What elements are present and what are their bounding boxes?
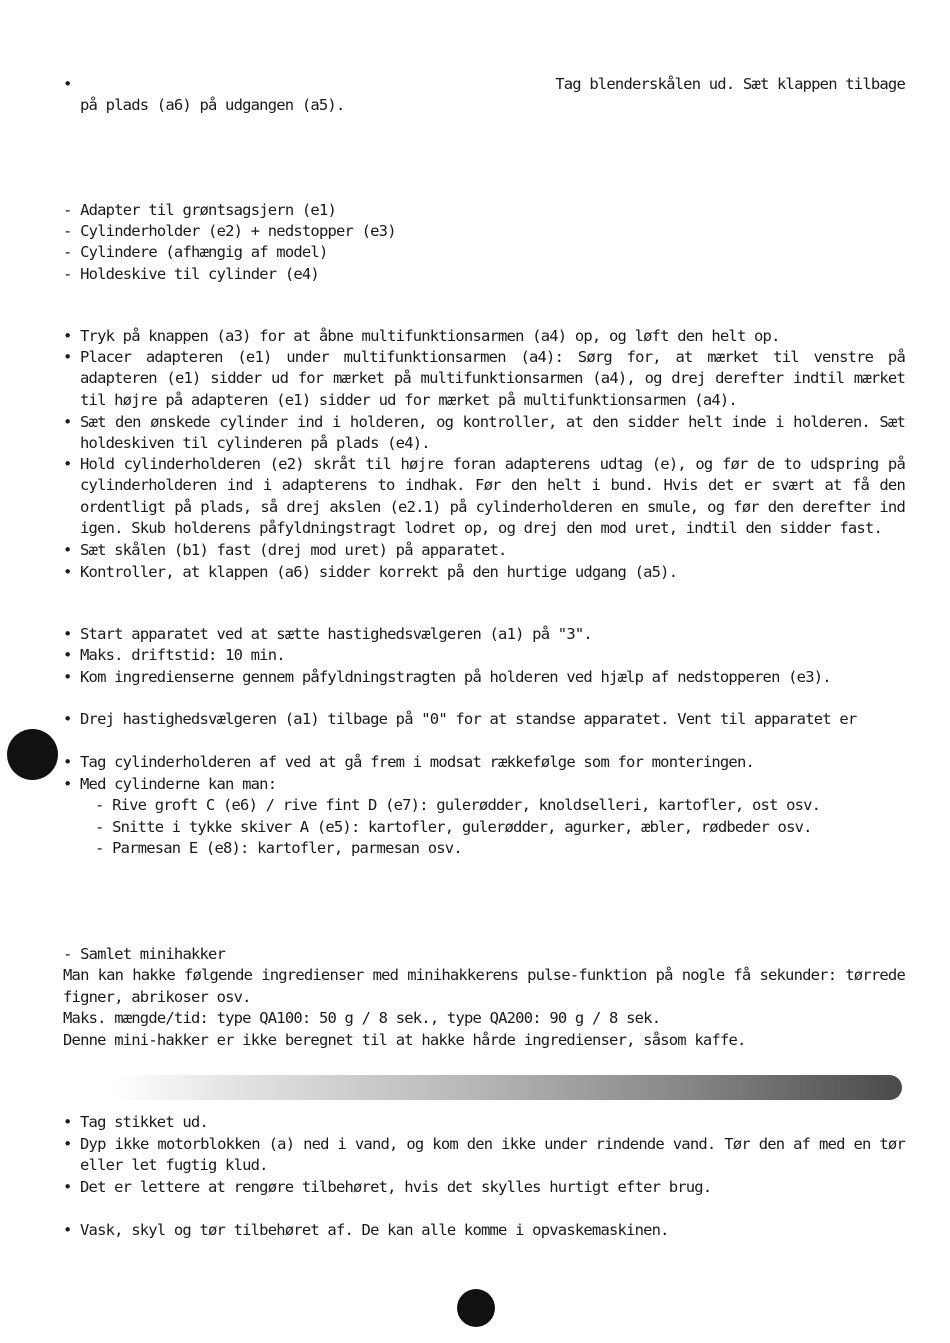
step-text: Dyp ikke motorblokken (a) ned i vand, og kom den ikke under rindende vand. Tør den af med en tør eller let fugtig klud. bbox=[80, 1135, 905, 1175]
cleaning-step bbox=[63, 1177, 905, 1198]
bullet-icon: • bbox=[63, 625, 72, 643]
list-item: - Rive groft C (e6) / rive fint D (e7): gulerødder, knoldselleri, kartofler, ost osv. bbox=[95, 796, 821, 814]
usage-step bbox=[63, 624, 905, 645]
step-text: Tag cylinderholderen af ved at gå frem i modsat rækkefølge som for monteringen. bbox=[80, 753, 755, 771]
assembly-step bbox=[63, 454, 905, 540]
bullet-icon: • bbox=[63, 646, 72, 664]
step-text: Det er lettere at rengøre tilbehøret, hvis det skylles hurtigt efter brug. bbox=[80, 1178, 712, 1196]
step-text: Drej hastighedsvælgeren (a1) tilbage på "0" for at standse apparatet. Vent til apparatet er bbox=[80, 710, 857, 728]
bullet-icon: • bbox=[63, 1135, 72, 1153]
step-text: Start apparatet ved at sætte hastighedsvælgeren (a1) på "3". bbox=[80, 625, 592, 643]
after-step bbox=[63, 774, 905, 795]
step-text: Kom ingredienserne gennem påfyldningstragten på holderen ved hjælp af nedstopperen (e3). bbox=[80, 668, 831, 686]
intro-line-1: Tag blenderskålen ud. Sæt klappen tilbage bbox=[555, 75, 905, 93]
minichopper-text: Man kan hakke følgende ingredienser med minihakkerens pulse-funktion på nogle få sekunder: tørrede figner, abrikoser osv. bbox=[63, 966, 905, 1006]
bullet-icon: • bbox=[63, 75, 72, 93]
list-item: - Holdeskive til cylinder (e4) bbox=[63, 265, 319, 283]
bullet-icon: • bbox=[63, 348, 72, 366]
minichopper-section bbox=[63, 944, 905, 1051]
step-text: Sæt den ønskede cylinder ind i holderen, og kontroller, at den sidder helt inde i holderen. Sæt holdeskiven til cylinderen på plads (e4). bbox=[80, 413, 905, 453]
bullet-icon: • bbox=[63, 1113, 72, 1131]
step-text: Vask, skyl og tør tilbehøret af. De kan alle komme i opvaskemaskinen. bbox=[80, 1221, 669, 1239]
step-text: Kontroller, at klappen (a6) sidder korrekt på den hurtige udgang (a5). bbox=[80, 563, 678, 581]
intro-line-2: på plads (a6) på udgangen (a5). bbox=[80, 96, 345, 114]
list-item: - Cylinderholder (e2) + nedstopper (e3) bbox=[63, 222, 396, 240]
step-text: Hold cylinderholderen (e2) skråt til højre foran adapterens udtag (e), og før de to udspring på cylinderholderen ind i adapterens to indhak. Før den helt i bund. Hvis det er svært at få den ordentligt på plads, så drej akslen (e2.1) på cylinderholderen en smule, og før den derefter ind igen. Skub holderens påfyldningstragt lodret op, og drej den mod uret, indtil den sidder fast. bbox=[80, 455, 905, 538]
step-text: Placer adapteren (e1) under multifunktionsarmen (a4): Sørg for, at mærket til venstre på adapteren (e1) sidder ud for mærket på multifunktionsarmen (a4), og drej derefter indtil mærket til højre på adapteren (e1) sidder ud for mærket på multifunktionsarmen (a4). bbox=[80, 348, 905, 409]
page-tab-marker bbox=[7, 729, 58, 780]
step-text: Sæt skålen (b1) fast (drej mod uret) på apparatet. bbox=[80, 541, 507, 559]
bullet-icon: • bbox=[63, 327, 72, 345]
washing-step bbox=[63, 1220, 905, 1241]
step-text: Med cylinderne kan man: bbox=[80, 775, 277, 793]
section-divider-bar bbox=[112, 1075, 902, 1100]
page-number-marker bbox=[457, 1289, 495, 1327]
usage-step bbox=[63, 645, 905, 666]
assembly-step bbox=[63, 412, 905, 455]
assembly-step bbox=[63, 540, 905, 561]
bullet-icon: • bbox=[63, 1178, 72, 1196]
list-item: - Snitte i tykke skiver A (e5): kartofler, gulerødder, agurker, æbler, rødbeder osv. bbox=[95, 818, 812, 836]
minichopper-capacity: Maks. mængde/tid: type QA100: 50 g / 8 sek., type QA200: 90 g / 8 sek. bbox=[63, 1009, 661, 1028]
step-text: Maks. driftstid: 10 min. bbox=[80, 646, 285, 664]
assembly-step bbox=[63, 562, 905, 583]
bullet-icon: • bbox=[63, 775, 72, 793]
bullet-icon: • bbox=[63, 753, 72, 771]
minichopper-note: Denne mini-hakker er ikke beregnet til at hakke hårde ingredienser, såsom kaffe. bbox=[63, 1030, 746, 1049]
list-item: - Parmesan E (e8): kartofler, parmesan osv. bbox=[95, 839, 462, 857]
assembly-step bbox=[63, 347, 905, 411]
after-step bbox=[63, 752, 905, 773]
bullet-icon: • bbox=[63, 668, 72, 686]
bullet-icon: • bbox=[63, 563, 72, 581]
cleaning-step bbox=[63, 1112, 905, 1133]
cleaning-step bbox=[63, 1134, 905, 1177]
bullet-icon: • bbox=[63, 1221, 72, 1239]
bullet-icon: • bbox=[63, 541, 72, 559]
assembly-step bbox=[63, 326, 905, 347]
list-item: - Cylindere (afhængig af model) bbox=[63, 243, 328, 261]
step-text: Tag stikket ud. bbox=[80, 1113, 208, 1131]
minichopper-title: - Samlet minihakker bbox=[63, 945, 226, 963]
list-item: - Adapter til grøntsagsjern (e1) bbox=[63, 201, 337, 219]
stop-step bbox=[63, 709, 905, 730]
usage-step bbox=[63, 667, 905, 688]
step-text: Tryk på knappen (a3) for at åbne multifunktionsarmen (a4) op, og løft den helt op. bbox=[80, 327, 780, 345]
bullet-icon: • bbox=[63, 413, 72, 431]
bullet-icon: • bbox=[63, 710, 72, 728]
bullet-icon: • bbox=[63, 455, 72, 473]
